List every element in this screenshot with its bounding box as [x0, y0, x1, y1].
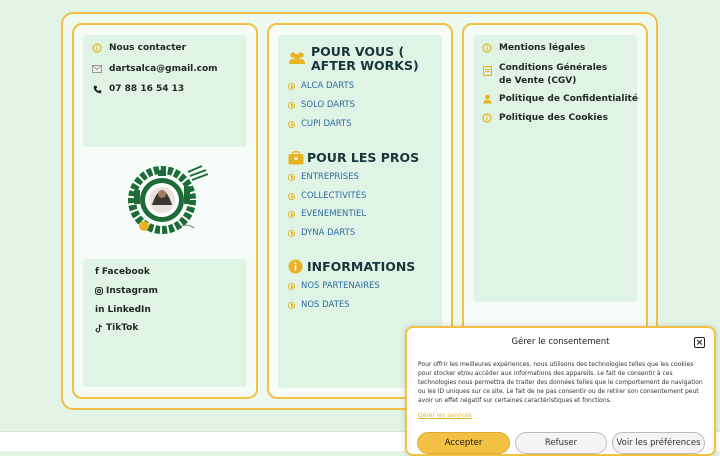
refuse-button[interactable]: Refuser — [515, 432, 607, 454]
info-icon — [481, 43, 493, 53]
alca-darts-logo[interactable] — [118, 160, 214, 240]
bullet-icon — [288, 174, 295, 181]
accept-button[interactable]: Accepter — [417, 432, 510, 454]
contact-title: Nous contacter — [91, 43, 186, 53]
bullet-icon — [288, 283, 295, 290]
social-linkedin[interactable]: in LinkedIn — [95, 305, 151, 315]
manage-services-link[interactable]: Gérer les services — [418, 412, 472, 419]
info-icon — [481, 113, 493, 123]
consent-text: Pour offrir les meilleures expériences, nous utilisons des technologies telles que les cookies pour stocker et/ou accéder aux informations des appareils. Le fait de consentir à ces technologies nous permettra de traiter des données telles que le comportement de navigation ou les ID uniques sur ce site. Le fait de ne pas consentir ou de retirer son consentement peut avoir un effet négatif sur certaines caractéristiques et fonctions. — [418, 361, 703, 404]
link-cupi-darts[interactable]: CUPI DARTS — [288, 119, 352, 129]
social-facebook[interactable]: f Facebook — [95, 267, 150, 277]
link-nos-partenaires[interactable]: NOS PARTENAIRES — [288, 281, 380, 291]
tiktok-icon — [95, 324, 103, 333]
info-icon — [91, 43, 103, 53]
bullet-icon — [288, 211, 295, 218]
link-collectivites[interactable]: COLLECTIVITÉS — [288, 191, 366, 201]
link-dyna-darts[interactable]: DYNA DARTS — [288, 228, 355, 238]
link-solo-darts[interactable]: SOLO DARTS — [288, 100, 355, 110]
contact-email[interactable]: dartsalca@gmail.com — [91, 64, 218, 74]
bullet-icon — [288, 83, 295, 90]
preferences-button[interactable]: Voir les préférences — [612, 432, 705, 454]
legal-cgv[interactable]: Conditions Générales de Vente (CGV) — [481, 62, 615, 87]
bullet-icon — [288, 121, 295, 128]
legal-mentions[interactable]: Mentions légales — [481, 43, 585, 53]
close-icon[interactable]: × — [695, 338, 704, 348]
link-entreprises[interactable]: ENTREPRISES — [288, 172, 359, 182]
bullet-icon — [288, 193, 295, 200]
link-alca-darts[interactable]: ALCA DARTS — [288, 81, 354, 91]
social-tiktok[interactable]: TikTok — [95, 323, 138, 333]
instagram-icon — [95, 287, 103, 295]
link-nos-dates[interactable]: NOS DATES — [288, 300, 350, 310]
pour-pros-title: POUR LES PROS — [307, 150, 420, 165]
legal-privacy[interactable]: Politique de Confidentialité — [481, 94, 638, 104]
social-instagram[interactable]: Instagram — [95, 286, 158, 296]
info-circle-icon — [288, 259, 304, 275]
linkedin-icon: in — [95, 305, 105, 315]
document-icon — [481, 66, 493, 76]
contact-phone[interactable]: 07 88 16 54 13 — [91, 84, 184, 94]
informations-title: INFORMATIONS — [307, 259, 416, 274]
legal-cookies[interactable]: Politique des Cookies — [481, 113, 608, 123]
bullet-icon — [288, 102, 295, 109]
facebook-icon: f — [95, 267, 99, 277]
cookie-consent-dialog — [405, 326, 716, 456]
phone-icon — [91, 85, 103, 94]
consent-title: Gérer le consentement — [511, 337, 610, 347]
email-icon — [91, 65, 103, 73]
user-icon — [481, 94, 493, 104]
bullet-icon — [288, 302, 295, 309]
link-evenementiel[interactable]: EVENEMENTIEL — [288, 209, 366, 219]
pour-vous-title: POUR VOUS ( AFTER WORKS) — [311, 44, 419, 73]
users-icon — [288, 50, 304, 66]
briefcase-icon — [288, 150, 304, 166]
bullet-icon — [288, 230, 295, 237]
